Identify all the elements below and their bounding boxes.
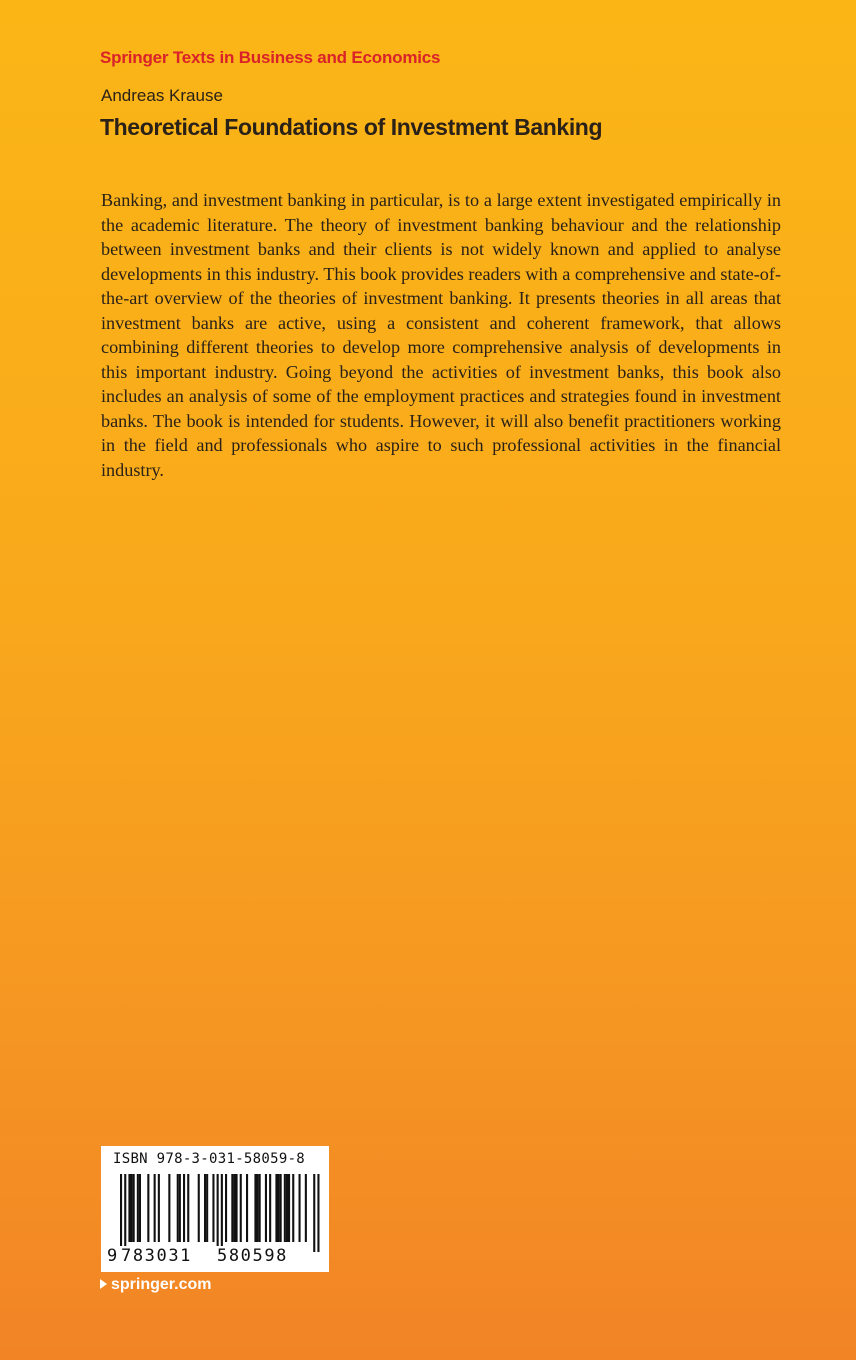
barcode-bar: [154, 1174, 156, 1242]
barcode-bar: [212, 1174, 214, 1242]
barcode-bar: [259, 1174, 261, 1242]
barcode-first-digit: 9: [107, 1246, 118, 1266]
barcode-bar: [221, 1174, 223, 1252]
author-name: Andreas Krause: [101, 86, 223, 105]
barcode-bar: [265, 1174, 267, 1242]
barcode-right-digits: 580598: [217, 1246, 289, 1266]
barcode-bar: [231, 1174, 233, 1242]
barcode-bar: [198, 1174, 200, 1242]
barcode-bar: [120, 1174, 122, 1252]
barcode-bar: [225, 1174, 227, 1242]
barcode-bar: [257, 1174, 259, 1242]
isbn-barcode: [101, 1146, 329, 1272]
barcode-bar: [158, 1174, 160, 1242]
barcode-bar: [236, 1174, 238, 1242]
barcode-bar: [124, 1174, 126, 1252]
barcode-bar: [299, 1174, 301, 1242]
barcode-bar: [177, 1174, 179, 1242]
website-label: springer.com: [111, 1276, 212, 1293]
barcode-bar: [275, 1174, 277, 1242]
barcode-bar: [233, 1174, 235, 1242]
barcode-left-digits: 783031: [121, 1246, 193, 1266]
barcode-bar: [183, 1174, 185, 1242]
barcode-bar: [206, 1174, 208, 1242]
blurb-text: Banking, and investment banking in particular, is to a large extent investigated empirically in the academic literature. The theory of investment banking behaviour and the relationship between investment banks and their clients is not widely known and applied to analyse developments in this industry. This book provides readers with a comprehensive and state-of-the-art overview of the theories of investment banking. It presents theories in all areas that investment banks are active, using a consistent and coherent framework, that allows combining different theories to develop more comprehensive analysis of developments in this important industry. Going beyond the activities of investment banks, this book also includes an analysis of some of the employment practices and strategies found in investment banks. The book is intended for students. However, it will also benefit practitioners working in the field and professionals who aspire to such professional activities in the financial industry.: [101, 190, 781, 480]
barcode-bar: [139, 1174, 141, 1242]
barcode-bar: [128, 1174, 130, 1242]
barcode-bar: [137, 1174, 139, 1242]
barcode-bar: [131, 1174, 133, 1242]
barcode-bar: [269, 1174, 271, 1242]
barcode-bar: [246, 1174, 248, 1242]
barcode-bar: [240, 1174, 242, 1242]
barcode-bar: [292, 1174, 294, 1242]
barcode-bar: [317, 1174, 319, 1252]
springer-link[interactable]: [100, 1276, 211, 1294]
barcode-bar: [254, 1174, 256, 1242]
barcode-bar: [217, 1174, 219, 1252]
barcode-bar: [284, 1174, 286, 1242]
barcode-bar: [288, 1174, 290, 1242]
barcode-bar: [280, 1174, 282, 1242]
book-title: Theoretical Foundations of Investment Banking: [100, 114, 603, 140]
triangle-right-icon: [100, 1279, 107, 1289]
isbn-label: ISBN 978-3-031-58059-8: [113, 1151, 306, 1167]
barcode-bar: [286, 1174, 288, 1242]
barcode-bar: [204, 1174, 206, 1242]
barcode-bar: [278, 1174, 280, 1242]
barcode-bar: [168, 1174, 170, 1242]
barcode-bar: [313, 1174, 315, 1252]
barcode-bar: [179, 1174, 181, 1242]
barcode-bar: [133, 1174, 135, 1242]
series-title: Springer Texts in Business and Economics: [100, 48, 441, 67]
barcode-bar: [187, 1174, 189, 1242]
barcode-bar: [305, 1174, 307, 1242]
barcode-bar: [147, 1174, 149, 1242]
